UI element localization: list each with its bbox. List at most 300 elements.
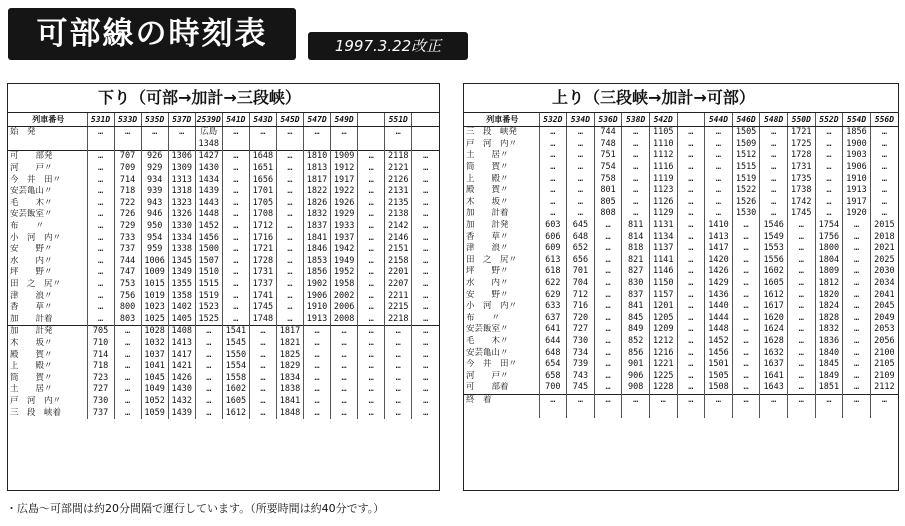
departure-time: … xyxy=(304,361,331,373)
departure-time: … xyxy=(567,173,595,185)
timetable-row xyxy=(464,162,898,174)
departure-time: 737 xyxy=(87,407,114,419)
departure-time: 2142 xyxy=(385,221,412,233)
departure-time: 1917 xyxy=(331,174,358,186)
departure-time: 2201 xyxy=(385,267,412,279)
departure-time: 720 xyxy=(567,313,595,325)
departure-time: 729 xyxy=(114,221,141,233)
departure-time: 1318 xyxy=(168,186,195,198)
timetable-row xyxy=(464,231,898,243)
train-number: 545D xyxy=(276,113,303,127)
departure-time: … xyxy=(705,173,733,185)
station-name: 小 河 内〃 xyxy=(10,232,62,243)
departure-time: 1826 xyxy=(304,198,331,210)
departure-time: 1119 xyxy=(649,173,677,185)
departure-time: 901 xyxy=(622,359,650,371)
departure-time: 1712 xyxy=(249,221,276,233)
departure-time: 1828 xyxy=(815,313,843,325)
timetable-row xyxy=(464,243,898,255)
departure-time: … xyxy=(815,394,843,406)
departure-time: 1525 xyxy=(195,314,222,326)
departure-time: … xyxy=(677,127,705,139)
departure-time: 1549 xyxy=(760,231,788,243)
departure-time: … xyxy=(815,197,843,209)
departure-time: 1913 xyxy=(843,185,871,197)
departure-time: … xyxy=(843,347,871,359)
departure-time: 1212 xyxy=(649,336,677,348)
departure-time: … xyxy=(870,173,898,185)
departure-time: … xyxy=(732,266,760,278)
departure-time: 1742 xyxy=(787,197,815,209)
departure-time: … xyxy=(114,127,141,139)
train-number: 554D xyxy=(843,113,871,127)
train-number xyxy=(677,113,705,127)
down-table xyxy=(8,113,439,419)
station-name: 筒 賀〃 xyxy=(10,372,53,383)
station-name: 布 〃 xyxy=(466,312,501,323)
down-timetable xyxy=(7,83,440,491)
departure-time: 1605 xyxy=(760,278,788,290)
departure-time: 1116 xyxy=(649,162,677,174)
departure-time: 1822 xyxy=(304,186,331,198)
departure-time: … xyxy=(539,162,567,174)
departure-time: … xyxy=(594,324,622,336)
departure-time: 2021 xyxy=(870,243,898,255)
departure-time: 1741 xyxy=(249,290,276,302)
departure-time: 1812 xyxy=(815,278,843,290)
departure-time: … xyxy=(787,394,815,406)
departure-time: 714 xyxy=(87,349,114,361)
departure-time: 1045 xyxy=(141,372,168,384)
departure-time: 1512 xyxy=(732,150,760,162)
departure-time: … xyxy=(732,324,760,336)
departure-time: … xyxy=(732,243,760,255)
departure-time: … xyxy=(677,347,705,359)
train-number: 533D xyxy=(114,113,141,127)
timetable-row xyxy=(8,209,439,221)
departure-time: … xyxy=(412,256,439,268)
departure-time: … xyxy=(594,278,622,290)
departure-time: 652 xyxy=(567,243,595,255)
departure-time: … xyxy=(870,197,898,209)
departure-time: … xyxy=(787,313,815,325)
departure-time: … xyxy=(594,266,622,278)
departure-time: … xyxy=(870,394,898,406)
departure-time: … xyxy=(222,256,249,268)
departure-time: … xyxy=(677,324,705,336)
departure-time: 1500 xyxy=(195,244,222,256)
timetable-row xyxy=(8,256,439,268)
departure-time: 1443 xyxy=(195,198,222,210)
departure-time: … xyxy=(385,127,412,139)
departure-time: 1731 xyxy=(249,267,276,279)
departure-time: 606 xyxy=(539,231,567,243)
departure-time xyxy=(594,406,622,418)
departure-time: … xyxy=(168,127,195,139)
departure-time: 1508 xyxy=(705,382,733,394)
departure-time: 737 xyxy=(114,244,141,256)
departure-time: 1926 xyxy=(331,198,358,210)
departure-time: … xyxy=(222,290,249,302)
departure-time: … xyxy=(677,231,705,243)
departure-time: … xyxy=(222,302,249,314)
timetable-row xyxy=(464,406,898,418)
departure-time: 1910 xyxy=(304,302,331,314)
departure-time: … xyxy=(622,208,650,220)
departure-time: 1541 xyxy=(222,326,249,338)
departure-time: 1330 xyxy=(168,221,195,233)
departure-time: … xyxy=(760,185,788,197)
departure-time: … xyxy=(843,289,871,301)
departure-time: … xyxy=(594,220,622,232)
departure-time: 1434 xyxy=(195,174,222,186)
departure-time: 1933 xyxy=(331,221,358,233)
departure-time: … xyxy=(412,244,439,256)
departure-time: 1509 xyxy=(732,139,760,151)
departure-time: … xyxy=(249,396,276,408)
train-number-label: 列車番号 xyxy=(464,113,539,127)
departure-time: 2131 xyxy=(385,186,412,198)
station-name: 殿 賀〃 xyxy=(466,185,509,196)
departure-time: … xyxy=(677,278,705,290)
timetable-row xyxy=(8,267,439,279)
station-name: 三 段 峡着 xyxy=(10,407,62,418)
departure-time: … xyxy=(412,163,439,175)
departure-time: … xyxy=(141,127,168,139)
departure-time: … xyxy=(412,326,439,338)
departure-time: … xyxy=(276,174,303,186)
departure-time: … xyxy=(87,232,114,244)
departure-time xyxy=(141,139,168,151)
train-number: 548D xyxy=(760,113,788,127)
departure-time: 1553 xyxy=(760,243,788,255)
departure-time: 1909 xyxy=(331,151,358,163)
departure-time: … xyxy=(412,151,439,163)
departure-time: 939 xyxy=(141,186,168,198)
departure-time: … xyxy=(843,394,871,406)
departure-time xyxy=(358,127,385,139)
departure-time: 1515 xyxy=(732,162,760,174)
departure-time: 658 xyxy=(539,370,567,382)
departure-time: 2215 xyxy=(385,302,412,314)
departure-time: 2109 xyxy=(870,370,898,382)
station-name: 安 野〃 xyxy=(466,289,509,300)
departure-time: 2118 xyxy=(385,151,412,163)
train-number: 549D xyxy=(331,113,358,127)
timetable-row xyxy=(8,139,439,151)
departure-time: … xyxy=(870,150,898,162)
departure-time: 1006 xyxy=(141,256,168,268)
departure-time: … xyxy=(249,338,276,350)
departure-time: … xyxy=(412,290,439,302)
departure-time: 1201 xyxy=(649,301,677,313)
departure-time: 1824 xyxy=(815,301,843,313)
departure-time: … xyxy=(195,384,222,396)
departure-time: … xyxy=(222,279,249,291)
page-title: 可部線の時刻表 xyxy=(8,8,296,60)
departure-time: … xyxy=(760,150,788,162)
departure-time: … xyxy=(677,301,705,313)
departure-time: … xyxy=(787,370,815,382)
departure-time: 622 xyxy=(539,278,567,290)
departure-time: … xyxy=(843,301,871,313)
train-number xyxy=(412,113,439,127)
departure-time: 718 xyxy=(87,361,114,373)
departure-time xyxy=(815,406,843,418)
departure-time: 654 xyxy=(539,359,567,371)
departure-time: … xyxy=(249,127,276,139)
station-name: 坪 野〃 xyxy=(466,266,509,277)
departure-time: … xyxy=(276,151,303,163)
departure-time: 707 xyxy=(114,151,141,163)
departure-time: 2135 xyxy=(385,198,412,210)
departure-time: 722 xyxy=(114,198,141,210)
timetable-row xyxy=(8,338,439,350)
departure-time: 1906 xyxy=(304,290,331,302)
departure-time: 1838 xyxy=(276,384,303,396)
departure-time: … xyxy=(787,336,815,348)
departure-time: 1721 xyxy=(787,127,815,139)
departure-time: 849 xyxy=(622,324,650,336)
departure-time: … xyxy=(567,208,595,220)
departure-time: … xyxy=(843,220,871,232)
departure-time: … xyxy=(705,150,733,162)
departure-time: … xyxy=(276,163,303,175)
departure-time: 1417 xyxy=(168,349,195,361)
timetable-row xyxy=(8,302,439,314)
departure-time: 2008 xyxy=(331,314,358,326)
departure-time: … xyxy=(567,139,595,151)
train-number: 551D xyxy=(385,113,412,127)
departure-time: … xyxy=(677,289,705,301)
departure-time: 1721 xyxy=(249,244,276,256)
departure-time: 754 xyxy=(594,162,622,174)
departure-time: 753 xyxy=(114,279,141,291)
departure-time: … xyxy=(412,302,439,314)
departure-time: 744 xyxy=(114,256,141,268)
departure-time: … xyxy=(385,407,412,419)
departure-time: … xyxy=(87,174,114,186)
departure-time: … xyxy=(358,151,385,163)
departure-time: … xyxy=(815,150,843,162)
station-name: 水 内〃 xyxy=(466,278,509,289)
timetable-row xyxy=(464,289,898,301)
departure-time: 1917 xyxy=(843,197,871,209)
departure-time: 1134 xyxy=(649,231,677,243)
departure-time: 1426 xyxy=(705,266,733,278)
departure-time: 613 xyxy=(539,255,567,267)
departure-time: 1708 xyxy=(249,209,276,221)
departure-time: 1837 xyxy=(304,221,331,233)
departure-time: … xyxy=(732,289,760,301)
departure-time: 1620 xyxy=(760,313,788,325)
departure-time: … xyxy=(412,372,439,384)
timetable-row xyxy=(464,278,898,290)
station-name: 殿 賀〃 xyxy=(10,349,53,360)
departure-time: … xyxy=(358,232,385,244)
departure-time: … xyxy=(787,359,815,371)
timetable-row xyxy=(464,255,898,267)
departure-time: 700 xyxy=(539,382,567,394)
departure-time: 2056 xyxy=(870,336,898,348)
departure-time xyxy=(567,406,595,418)
departure-time: 1903 xyxy=(843,150,871,162)
departure-time: 1225 xyxy=(649,370,677,382)
departure-time: 1902 xyxy=(304,279,331,291)
departure-time: 1716 xyxy=(249,232,276,244)
departure-time xyxy=(412,127,439,139)
departure-time: 1937 xyxy=(331,232,358,244)
departure-time: … xyxy=(87,163,114,175)
departure-time: … xyxy=(677,220,705,232)
departure-time: … xyxy=(222,209,249,221)
timetable-row xyxy=(8,174,439,186)
departure-time: 1429 xyxy=(705,278,733,290)
departure-time: … xyxy=(385,396,412,408)
departure-time: 1728 xyxy=(787,150,815,162)
departure-time: 2158 xyxy=(385,256,412,268)
departure-time: … xyxy=(622,197,650,209)
departure-time: 2100 xyxy=(870,347,898,359)
departure-time: 1150 xyxy=(649,278,677,290)
departure-time: … xyxy=(412,174,439,186)
station-name: 加 計発 xyxy=(8,326,87,338)
departure-time: … xyxy=(594,301,622,313)
departure-time: 1550 xyxy=(222,349,249,361)
departure-time: 1358 xyxy=(168,290,195,302)
timetable-row xyxy=(8,221,439,233)
departure-time: … xyxy=(87,221,114,233)
departure-time: … xyxy=(412,221,439,233)
departure-time: 1028 xyxy=(141,326,168,338)
departure-time: 2211 xyxy=(385,290,412,302)
departure-time: … xyxy=(760,197,788,209)
departure-time: 801 xyxy=(594,185,622,197)
departure-time: 1641 xyxy=(760,370,788,382)
departure-time: … xyxy=(787,278,815,290)
departure-time: 1505 xyxy=(705,370,733,382)
departure-time: … xyxy=(358,198,385,210)
timetable-row xyxy=(464,127,898,139)
station-name: 筒 賀〃 xyxy=(466,162,509,173)
departure-time: … xyxy=(358,174,385,186)
departure-time: 1426 xyxy=(168,372,195,384)
departure-time: 1648 xyxy=(249,151,276,163)
departure-time: 1041 xyxy=(141,361,168,373)
departure-time: 1519 xyxy=(732,173,760,185)
departure-time: … xyxy=(412,198,439,210)
departure-time: … xyxy=(358,302,385,314)
timetable-row xyxy=(8,326,439,338)
departure-time: … xyxy=(787,243,815,255)
departure-time: 1456 xyxy=(195,232,222,244)
departure-time: 1417 xyxy=(705,243,733,255)
departure-time: 2126 xyxy=(385,174,412,186)
station-name: 田 之 尻〃 xyxy=(466,254,518,265)
departure-time: 2121 xyxy=(385,163,412,175)
departure-time: 1705 xyxy=(249,198,276,210)
departure-time: … xyxy=(594,394,622,406)
departure-time xyxy=(331,139,358,151)
departure-time: 2151 xyxy=(385,244,412,256)
departure-time: 830 xyxy=(622,278,650,290)
departure-time: 1735 xyxy=(787,173,815,185)
departure-time: 730 xyxy=(567,336,595,348)
departure-time: … xyxy=(677,370,705,382)
departure-time: 1922 xyxy=(331,186,358,198)
departure-time: 1032 xyxy=(141,338,168,350)
departure-time: … xyxy=(539,139,567,151)
departure-time: 1306 xyxy=(168,151,195,163)
departure-time: 1452 xyxy=(705,336,733,348)
departure-time: 1602 xyxy=(760,266,788,278)
train-number-row xyxy=(8,113,439,127)
departure-time: … xyxy=(222,314,249,326)
train-number: 544D xyxy=(705,113,733,127)
station-name: 布 〃 xyxy=(10,221,45,232)
departure-time: … xyxy=(331,338,358,350)
departure-time: 1745 xyxy=(787,208,815,220)
timetable-row xyxy=(464,185,898,197)
station-name: 小 河 内〃 xyxy=(466,301,518,312)
departure-time: … xyxy=(304,127,331,139)
departure-time: … xyxy=(385,372,412,384)
departure-time: … xyxy=(358,396,385,408)
departure-time: … xyxy=(304,349,331,361)
timetable-row xyxy=(8,314,439,326)
departure-time: … xyxy=(594,382,622,394)
departure-time: … xyxy=(594,313,622,325)
departure-time: 1849 xyxy=(815,370,843,382)
train-number: 535D xyxy=(141,113,168,127)
station-name: 香 草〃 xyxy=(466,231,509,242)
departure-time: 1853 xyxy=(304,256,331,268)
departure-time: 1349 xyxy=(168,267,195,279)
station-name: 木 坂〃 xyxy=(10,337,53,348)
departure-time: 1821 xyxy=(276,338,303,350)
departure-time: … xyxy=(358,209,385,221)
departure-time: 1754 xyxy=(815,220,843,232)
departure-time: … xyxy=(304,396,331,408)
departure-time: 1920 xyxy=(843,208,871,220)
timetable-row xyxy=(464,324,898,336)
departure-time: 716 xyxy=(567,301,595,313)
station-name: 今 井 田〃 xyxy=(10,174,62,185)
departure-time: … xyxy=(594,243,622,255)
departure-time: … xyxy=(114,407,141,419)
departure-time: 1025 xyxy=(141,314,168,326)
departure-time: 1848 xyxy=(276,407,303,419)
departure-time: … xyxy=(87,267,114,279)
station-name: 土 居〃 xyxy=(10,384,53,395)
departure-time: 1910 xyxy=(843,173,871,185)
timetable-row xyxy=(464,220,898,232)
departure-time: 803 xyxy=(114,314,141,326)
departure-time: … xyxy=(677,382,705,394)
departure-time: … xyxy=(195,326,222,338)
train-number: 547D xyxy=(304,113,331,127)
departure-time: 1913 xyxy=(304,314,331,326)
departure-time: … xyxy=(412,384,439,396)
departure-time: 1440 xyxy=(705,301,733,313)
departure-time: … xyxy=(705,127,733,139)
departure-time: 1929 xyxy=(331,209,358,221)
train-number-row xyxy=(464,113,898,127)
departure-time: 1141 xyxy=(649,255,677,267)
departure-time: 704 xyxy=(567,278,595,290)
departure-time: … xyxy=(276,127,303,139)
departure-time: 1829 xyxy=(276,361,303,373)
